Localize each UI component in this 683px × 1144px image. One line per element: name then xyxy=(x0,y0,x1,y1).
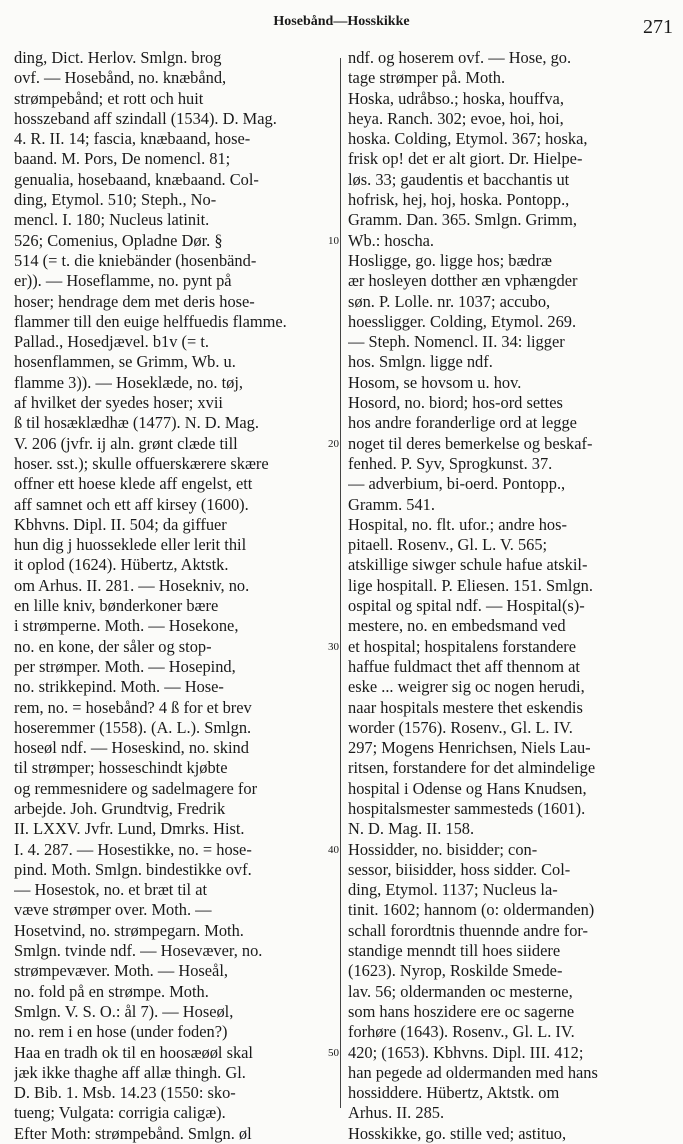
text-line: no. strikkepind. Moth. — Hose- xyxy=(14,677,224,697)
text-line: 297; Mogens Henrichsen, Niels Lau- xyxy=(348,738,591,758)
text-line: er)). — Hoseflamme, no. pynt på xyxy=(14,271,232,291)
text-line: tueng; Vulgata: corrigia caligæ). xyxy=(14,1103,226,1123)
text-line: no. rem i en hose (under foden?) xyxy=(14,1022,228,1042)
text-line: hospital i Odense og Hans Knudsen, xyxy=(348,778,587,798)
text-line: rem, no. = hosebånd? 4 ß for et brev xyxy=(14,697,252,717)
text-line: frisk op! det er alt giort. Dr. Hielpe- xyxy=(348,149,583,169)
text-line: et hospital; hospitalens forstandere xyxy=(348,636,577,656)
text-line: lige hospitall. P. Eliesen. 151. Smlgn. xyxy=(348,575,593,595)
text-line: Wb.: hoscha. xyxy=(348,230,435,250)
text-line: 514 (= t. die kniebänder (hosenbänd- xyxy=(14,250,257,270)
text-line: schall forordtnis thuennde andre for- xyxy=(348,920,588,940)
page-header xyxy=(0,10,683,38)
text-line: standige menndt till hoes siidere xyxy=(348,941,561,961)
text-line: en lille kniv, bønderkoner bære xyxy=(14,596,219,616)
text-line: ær hosleyen dotther æn vphængder xyxy=(348,271,578,291)
text-line: og remmesnidere og sadelmagere for xyxy=(14,778,258,798)
text-line: Hosetvind, no. strømpegarn. Moth. xyxy=(14,920,244,940)
text-line: strømpevæver. Moth. — Hoseål, xyxy=(14,961,228,981)
text-line: tage strømper på. Moth. xyxy=(348,68,506,88)
line-number: 40 xyxy=(328,843,339,856)
text-line: baand. M. Pors, De nomencl. 81; xyxy=(14,149,231,169)
text-line: flammer till den euige helffuedis flamme. xyxy=(14,311,287,331)
text-line: 420; (1653). Kbhvns. Dipl. III. 412; xyxy=(348,1042,584,1062)
text-line: Efter Moth: strømpebånd. Smlgn. øl xyxy=(14,1123,252,1143)
text-line: Kbhvns. Dipl. II. 504; da giffuer xyxy=(14,514,227,534)
text-line: hoseremmer (1558). (A. L.). Smlgn. xyxy=(14,717,252,737)
text-line: som hans hoszidere ere oc sagerne xyxy=(348,1001,575,1021)
text-line: ovf. — Hosebånd, no. knæbånd, xyxy=(14,68,227,88)
left-column xyxy=(14,48,332,1143)
text-line: af hvilket der syedes hoser; xvii xyxy=(14,393,223,413)
text-line: II. LXXV. Jvfr. Lund, Dmrks. Hist. xyxy=(14,819,245,839)
line-number: 50 xyxy=(328,1046,339,1059)
text-line: hoessligger. Colding, Etymol. 269. xyxy=(348,311,577,331)
text-line: I. 4. 287. — Hosestikke, no. = hose- xyxy=(14,839,252,859)
text-line: hospitalsmester sammesteds (1601). xyxy=(348,798,586,818)
text-line: N. D. Mag. II. 158. xyxy=(348,819,475,839)
text-line: hos. Smlgn. ligge ndf. xyxy=(348,352,493,372)
text-line: Hospital, no. flt. ufor.; andre hos- xyxy=(348,514,567,534)
text-line: D. Bib. 1. Msb. 14.23 (1550: sko- xyxy=(14,1083,236,1103)
text-line: genualia, hosebaand, knæbaand. Col- xyxy=(14,169,259,189)
text-line: V. 206 (jvfr. ij aln. grønt clæde till xyxy=(14,433,238,453)
text-line: søn. P. Lolle. nr. 1037; accubo, xyxy=(348,291,551,311)
text-line: Hoska, udråbso.; hoska, houffva, xyxy=(348,88,564,108)
right-column xyxy=(348,48,678,1143)
text-line: Hosskikke, go. stille ved; astituo, xyxy=(348,1123,567,1143)
text-line: tinit. 1602; hannom (o: oldermanden) xyxy=(348,900,595,920)
text-line: Hossidder, no. bisidder; con- xyxy=(348,839,538,859)
text-line: sessor, biisidder, hoss sidder. Col- xyxy=(348,859,571,879)
column-divider xyxy=(340,58,341,1108)
text-line: ding, Etymol. 510; Steph., No- xyxy=(14,190,217,210)
text-line: ß til hosæklædhæ (1477). N. D. Mag. xyxy=(14,413,259,433)
running-head: Hosebånd—Hosskikke xyxy=(273,14,410,29)
text-line: heya. Ranch. 302; evoe, hoi, hoi, xyxy=(348,108,564,128)
text-line: worder (1576). Rosenv., Gl. L. IV. xyxy=(348,717,573,737)
text-line: hossiddere. Hübertz, Aktstk. om xyxy=(348,1083,560,1103)
text-line: strømpebånd; et rott och huit xyxy=(14,88,204,108)
text-line: Smlgn. tvinde ndf. — Hosevæver, no. xyxy=(14,941,263,961)
text-line: Haa en tradh ok til en hoosæøøl skal xyxy=(14,1042,253,1062)
text-line: lav. 56; oldermanden oc mesterne, xyxy=(348,981,573,1001)
text-line: no. en kone, der såler og stop- xyxy=(14,636,212,656)
text-line: han pegede ad oldermanden med hans xyxy=(348,1062,598,1082)
text-line: hoseøl ndf. — Hoseskind, no. skind xyxy=(14,738,249,758)
text-line: — Hosestok, no. et bræt til at xyxy=(14,880,208,900)
text-line: pind. Moth. Smlgn. bindestikke ovf. xyxy=(14,859,252,879)
text-line: til strømper; hosseschindt kjøbte xyxy=(14,758,228,778)
text-line: fenhed. P. Syv, Sprogkunst. 37. xyxy=(348,453,553,473)
text-line: ritsen, forstandere for det almindelige xyxy=(348,758,596,778)
text-line: atskillige siwger schule hafue atskil- xyxy=(348,555,588,575)
text-line: ndf. og hoserem ovf. — Hose, go. xyxy=(348,48,572,67)
text-line: hofrisk, hej, hoj, hoska. Pontopp., xyxy=(348,190,570,210)
text-line: hoska. Colding, Etymol. 367; hoska, xyxy=(348,129,588,149)
line-number: 20 xyxy=(328,437,339,450)
text-line: i strømperne. Moth. — Hosekone, xyxy=(14,616,239,636)
text-line: naar hospitals mestere thet eskendis xyxy=(348,697,583,717)
text-line: flamme 3)). — Hoseklæde, no. tøj, xyxy=(14,372,243,392)
text-line: Hosord, no. biord; hos-ord settes xyxy=(348,393,563,413)
text-line: pitaell. Rosenv., Gl. L. V. 565; xyxy=(348,535,548,555)
text-line: per strømper. Moth. — Hosepind, xyxy=(14,656,236,676)
text-line: arbejde. Joh. Grundtvig, Fredrik xyxy=(14,798,226,818)
text-line: hoser. sst.); skulle offuerskærere skære xyxy=(14,453,269,473)
text-line: hoser; hendrage dem met deris hose- xyxy=(14,291,255,311)
text-line: hosenflammen, se Grimm, Wb. u. xyxy=(14,352,236,372)
text-line: aff samnet och ett aff kirsey (1600). xyxy=(14,494,249,514)
text-line: om Arhus. II. 281. — Hosekniv, no. xyxy=(14,575,250,595)
text-line: væve strømper over. Moth. — xyxy=(14,900,212,920)
text-line: no. fold på en strømpe. Moth. xyxy=(14,981,209,1001)
text-line: mestere, no. en embedsmand ved xyxy=(348,616,566,636)
text-line: Hosligge, go. ligge hos; bædræ xyxy=(348,250,552,270)
text-line: mencl. I. 180; Nucleus latinit. xyxy=(14,210,210,230)
text-line: 526; Comenius, Opladne Dør. § xyxy=(14,230,223,250)
text-line: — Steph. Nomencl. II. 34: ligger xyxy=(348,332,565,352)
text-line: jæk ikke thaghe aff allæ thingh. Gl. xyxy=(14,1062,246,1082)
text-line: — adverbium, bi-oerd. Pontopp., xyxy=(348,474,566,494)
text-line: hosszeband aff szindall (1534). D. Mag. xyxy=(14,108,277,128)
text-line: hos andre foranderlige ord at legge xyxy=(348,413,577,433)
text-line: Pallad., Hosedjævel. b1v (= t. xyxy=(14,332,209,352)
text-line: ospital og spital ndf. — Hospital(s)- xyxy=(348,596,585,616)
text-line: Arhus. II. 285. xyxy=(348,1103,445,1123)
text-line: ding, Dict. Herlov. Smlgn. brog xyxy=(14,48,222,67)
text-line: Gramm. Dan. 365. Smlgn. Grimm, xyxy=(348,210,577,230)
page-number: 271 xyxy=(643,16,673,38)
text-line: Gramm. 541. xyxy=(348,494,435,514)
text-line: offner ett hoese klede aff engelst, ett xyxy=(14,474,253,494)
text-line: Smlgn. V. S. O.: ål 7). — Hoseøl, xyxy=(14,1001,234,1021)
text-line: eske ... weigrer sig oc nogen herudi, xyxy=(348,677,585,697)
line-number: 10 xyxy=(328,234,339,247)
text-line: noget til deres bemerkelse og beskaf- xyxy=(348,433,593,453)
text-line: haffue fuldmact thet aff thennom at xyxy=(348,656,580,676)
text-line: ding, Etymol. 1137; Nucleus la- xyxy=(348,880,558,900)
line-number: 30 xyxy=(328,640,339,653)
text-line: Hosom, se hovsom u. hov. xyxy=(348,372,522,392)
text-line: it oplod (1624). Hübertz, Aktstk. xyxy=(14,555,229,575)
text-line: forhøre (1643). Rosenv., Gl. L. IV. xyxy=(348,1022,575,1042)
text-line: 4. R. II. 14; fascia, knæbaand, hose- xyxy=(14,129,251,149)
text-line: løs. 33; gaudentis et bacchantis ut xyxy=(348,169,570,189)
text-line: hun dig j huosseklede eller lerit thil xyxy=(14,535,247,555)
text-line: (1623). Nyrop, Roskilde Smede- xyxy=(348,961,563,981)
